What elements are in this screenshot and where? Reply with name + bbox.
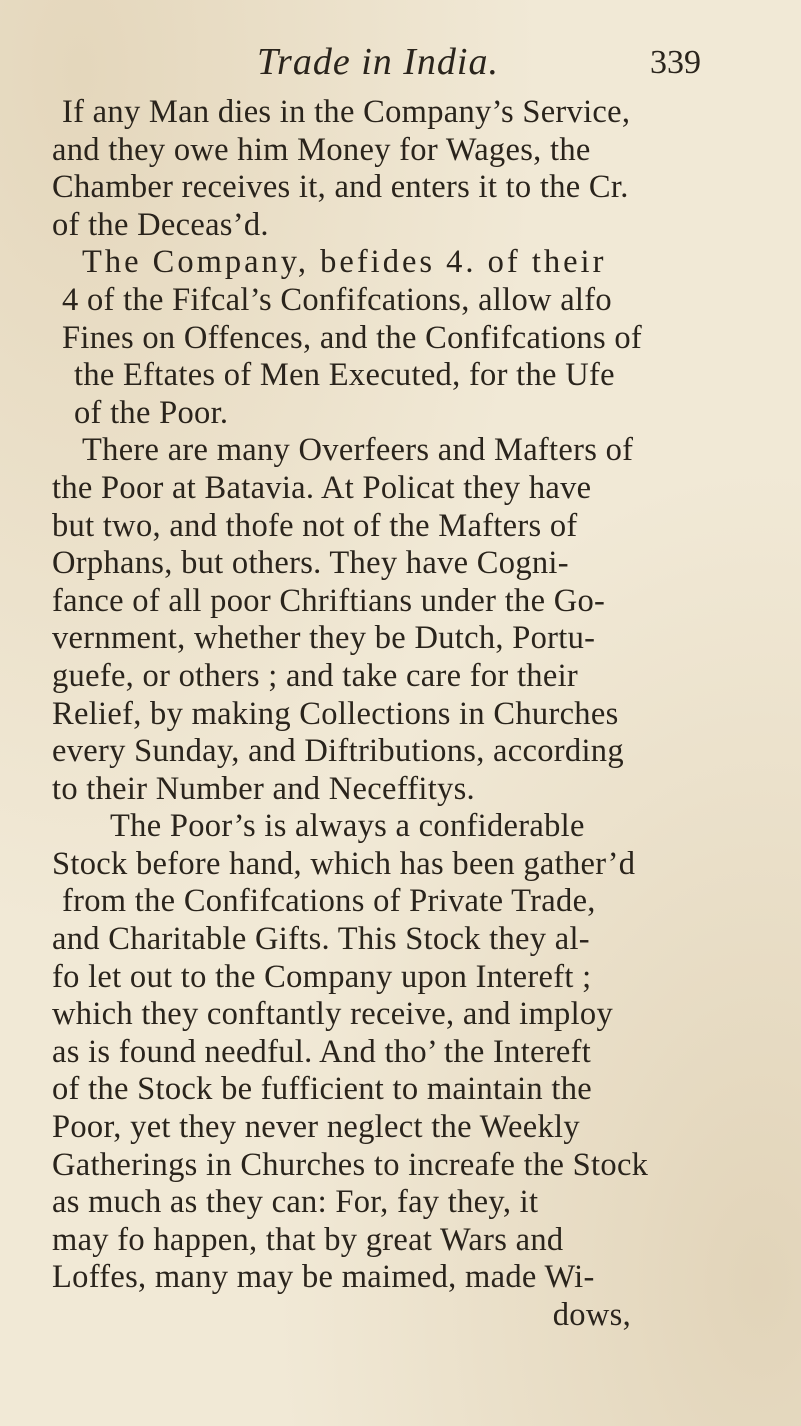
text-line: the Poor at Batavia. At Policat they have (52, 469, 592, 506)
text-line: every Sunday, and Diftributions, according (52, 733, 624, 770)
text-line: as much as they can: For, fay they, it (52, 1184, 539, 1221)
text-line: If any Man dies in the Company’s Service, (62, 94, 631, 130)
text-line: fo let out to the Company upon Intereft ; (52, 958, 592, 995)
catchword: dows, (552, 1297, 631, 1333)
text-line: of the Deceas’d. (52, 206, 269, 243)
text-line: and Charitable Gifts. This Stock they al- (52, 921, 590, 958)
text-line: the Eftates of Men Executed, for the Ufe (74, 357, 615, 394)
text-line: 4 of the Fifcal’s Confifcations, allow alfo (62, 281, 612, 318)
body-text (52, 94, 761, 1335)
text-line: Stock before hand, which has been gather’d (52, 845, 636, 882)
text-line: Gatherings in Churches to increafe the Stock (52, 1146, 649, 1183)
text-line: of the Poor. (74, 394, 229, 431)
text-line: and they owe him Money for Wages, the (52, 131, 591, 168)
text-line: There are many Overfeers and Mafters of (82, 432, 634, 469)
text-line: as is found needful. And tho’ the Intereft (52, 1033, 592, 1070)
text-line: Poor, yet they never neglect the Weekly (52, 1109, 580, 1146)
text-line: Orphans, but others. They have Cogni- (52, 545, 569, 582)
page-number: 339 (650, 44, 701, 81)
text-line: vernment, whether they be Dutch, Portu- (52, 620, 596, 657)
text-line: The Company, befides 4. of their (82, 244, 607, 281)
text-line: Fines on Offences, and the Confifcations of (62, 319, 643, 356)
text-line: but two, and thofe not of the Mafters of (52, 507, 578, 544)
page-header (52, 40, 761, 88)
text-line: Chamber receives it, and enters it to the Cr. (52, 169, 629, 206)
text-line: guefe, or others ; and take care for their (52, 657, 579, 694)
running-head: Trade in India. (257, 41, 499, 83)
text-line: which they conftantly receive, and imploy (52, 996, 614, 1033)
text-line: Loffes, many may be maimed, made Wi- (52, 1259, 595, 1296)
text-line: The Poor’s is always a confiderable (110, 808, 585, 845)
text-line: from the Confifcations of Private Trade, (62, 883, 596, 920)
text-line: of the Stock be fufficient to maintain the (52, 1071, 592, 1108)
text-line: fance of all poor Chriftians under the Go- (52, 582, 606, 619)
text-line: Relief, by making Collections in Churches (52, 695, 619, 732)
text-line: may fo happen, that by great Wars and (52, 1221, 564, 1258)
text-line: to their Number and Neceffitys. (52, 770, 475, 807)
